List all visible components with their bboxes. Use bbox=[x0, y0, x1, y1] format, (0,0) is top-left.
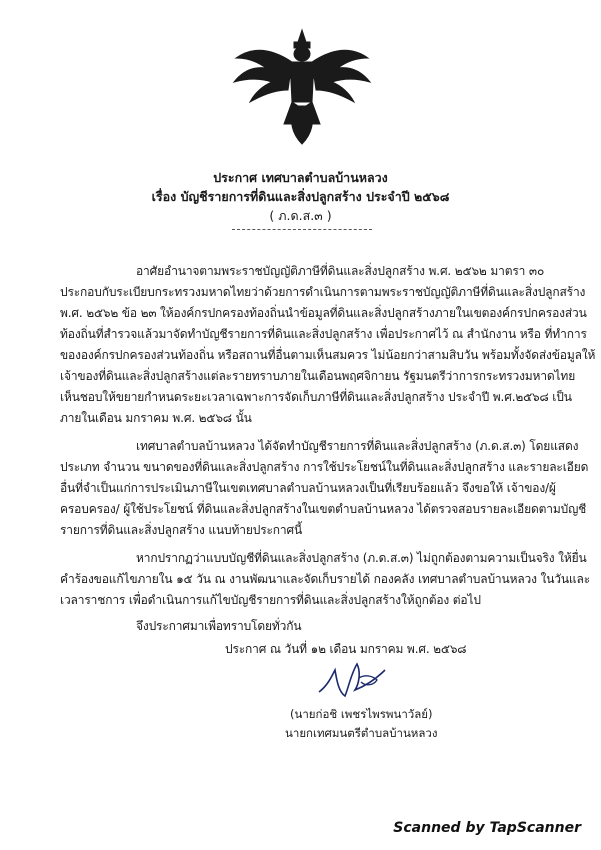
paragraph-3-line: เวลาราชการ เพื่อดำเนินการแก้ไขบัญชีรายการที่ดินและสิ่งปลูกสร้างให้ถูกต้อง ต่อไป bbox=[60, 593, 481, 607]
announcement-subject: เรื่อง บัญชีรายการที่ดินและสิ่งปลูกสร้าง ประจำปี ๒๕๖๘ bbox=[151, 189, 450, 204]
scanner-watermark: Scanned by TapScanner bbox=[393, 820, 581, 836]
paragraph-1-line: พ.ศ. ๒๕๖๒ ข้อ ๒๓ ให้องค์กรปกครองท้องถิ่นนำข้อมูลที่ดินและสิ่งปลูกสร้างภายในเขตองค์กรปกครองส่วน bbox=[60, 306, 587, 320]
date-line: ประกาศ ณ วันที่ ๑๒ เดือน มกราคม พ.ศ. ๒๕๖๘ bbox=[225, 642, 467, 656]
paragraph-1-line: ประกอบกับระเบียบกระทรวงมหาดไทยว่าด้วยการดำเนินการตามพระราชบัญญัติภาษีที่ดินและสิ่งปลูกสร้าง bbox=[60, 285, 586, 299]
signatory-position: นายกเทศมนตรีตำบลบ้านหลวง bbox=[285, 726, 438, 740]
paragraph-3-line: หากปรากฏว่าแบบบัญชีที่ดินและสิ่งปลูกสร้าง (ภ.ด.ส.๓) ไม่ถูกต้องตามความเป็นจริง ให้ยื่น bbox=[136, 551, 587, 565]
garuda-emblem-icon bbox=[228, 28, 376, 146]
paragraph-2-line: อื่นที่จำเป็นแก่การประเมินภาษีในเขตเทศบาลตำบลบ้านหลวงเป็นที่เรียบร้อยแล้ว จึงขอให้ เจ้าของ/ผู้ bbox=[60, 481, 556, 495]
handwritten-signature-icon bbox=[315, 656, 390, 701]
paragraph-1-line: เห็นชอบให้ขยายกำหนดระยะเวลาเฉพาะการจัดเก็บภาษีที่ดินและสิ่งปลูกสร้าง ประจำปี พ.ศ.๒๕๖๘ เป็น bbox=[60, 390, 572, 404]
paragraph-2-line: เทศบาลตำบลบ้านหลวง ได้จัดทำบัญชีรายการที่ดินและสิ่งปลูกสร้าง (ภ.ด.ส.๓) โดยแสดง bbox=[136, 439, 579, 453]
paragraph-1-line: อาศัยอำนาจตามพระราชบัญญัติภาษีที่ดินและสิ่งปลูกสร้าง พ.ศ. ๒๕๖๒ มาตรา ๓๐ bbox=[136, 264, 545, 278]
signatory-name: (นายก่อชิ เพชรไพรพนาวัลย์) bbox=[290, 707, 433, 721]
announcement-issuer: ประกาศ เทศบาลตำบลบ้านหลวง bbox=[213, 170, 388, 185]
paragraph-1-line: ท้องถิ่นที่สำรวจแล้วมาจัดทำบัญชีรายการที่ดินและสิ่งปลูกสร้าง เพื่อประกาศไว้ ณ สำนักงาน หรือ ที่ทำการ bbox=[60, 327, 587, 341]
paragraph-2-line: ครอบครอง/ ผู้ใช้ประโยชน์ ที่ดินและสิ่งปลูกสร้างในเขตตำบลบ้านหลวง ได้ตรวจสอบรายละเอียดตามบัญชี bbox=[60, 502, 587, 516]
paragraph-1-line: ภายในเดือน มกราคม พ.ศ. ๒๕๖๘ นั้น bbox=[60, 411, 252, 425]
paragraph-3-line: คำร้องขอแก้ไขภายใน ๑๕ วัน ณ งานพัฒนาและจัดเก็บรายได้ กองคลัง เทศบาลตำบลบ้านหลวง ในวันและ bbox=[60, 572, 590, 586]
title-divider bbox=[232, 229, 372, 230]
closing-line: จึงประกาศมาเพื่อทราบโดยทั่วกัน bbox=[136, 619, 302, 633]
paragraph-2-line: รายการที่ดินและสิ่งปลูกสร้าง แนบท้ายประกาศนี้ bbox=[60, 523, 303, 537]
paragraph-1-line: เจ้าของที่ดินและสิ่งปลูกสร้างแต่ละรายทราบภายในเดือนพฤศจิกายน รัฐมนตรีว่าการกระทรวงมหาดไทย bbox=[60, 369, 576, 383]
form-code: ( ภ.ด.ส.๓ ) bbox=[269, 208, 332, 223]
paragraph-1-line: ขององค์กรปกครองส่วนท้องถิ่น หรือสถานที่อื่นตามเห็นสมควร ไม่น้อยกว่าสามสิบวัน พร้อมทั้งจัดส่งข้อมูลให้ bbox=[60, 348, 596, 362]
paragraph-2-line: ประเภท จำนวน ขนาดของที่ดินและสิ่งปลูกสร้าง การใช้ประโยชน์ในที่ดินและสิ่งปลูกสร้าง และรายละเอียด bbox=[60, 460, 589, 474]
